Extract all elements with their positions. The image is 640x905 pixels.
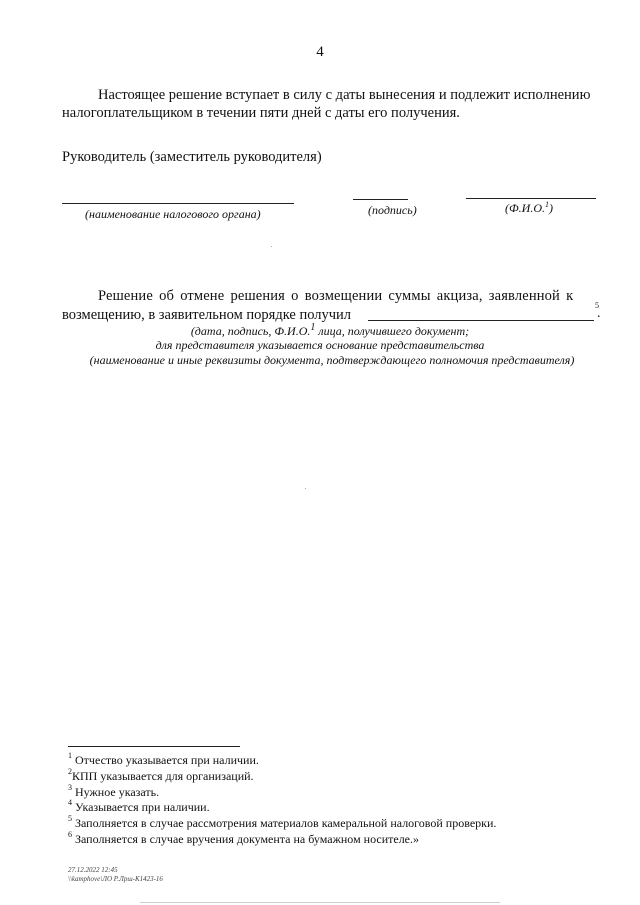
representative-caption: для представителя указывается основание представительства — [155, 338, 485, 352]
page-number: 4 — [316, 44, 324, 60]
signature-heading: Руководитель (заместитель руководителя) — [62, 149, 322, 165]
paragraph-line: налогоплательщиком в течении пяти дней с даты его получения. — [62, 105, 460, 121]
paragraph-line: Решение об отмене решения о возмещении суммы акциза, заявленной к — [98, 288, 574, 304]
fio-line — [466, 198, 596, 199]
receiver-line — [368, 320, 594, 321]
paragraph-line: Настоящее решение вступает в силу с даты вынесения и подлежит исполнению — [98, 87, 591, 103]
footnote: $^4$ Указывается при наличии. — [68, 798, 210, 814]
signature-line — [353, 199, 408, 200]
speck — [305, 488, 306, 489]
footnote: $^3$ Нужное указать. — [68, 783, 160, 799]
footnote: $^6$ Заполняется в случае вручения документа на бумажном носителе.» — [68, 830, 420, 846]
authority-line — [62, 203, 294, 204]
authority-caption: (наименование налогового органа) — [85, 207, 261, 221]
footnote: $^1$ Отчество указывается при наличии. — [68, 751, 259, 767]
print-stamp-date: 27.12.2022 12:45 — [68, 866, 118, 874]
bottom-edge-mark — [140, 902, 500, 903]
footnote: $^2$КПП указывается для организаций. — [68, 767, 254, 783]
footnote-separator — [68, 746, 240, 747]
print-stamp-path: \\kamphove\ЛО Р.Лрш-К1423-16 — [68, 875, 163, 883]
footnote: $^5$ Заполняется в случае рассмотрения материалов камеральной налоговой проверки. — [68, 814, 497, 830]
footnote-ref: 5 — [595, 301, 599, 310]
signature-caption: (подпись) — [368, 203, 417, 217]
fio-caption: (Ф.И.О.$^1$) — [505, 200, 553, 215]
footnote-ref: 1 — [310, 322, 316, 333]
receiver-caption: (дата, подпись, Ф.И.О.$^1$ лица, получившего документ; — [190, 322, 470, 338]
speck — [271, 246, 272, 247]
paragraph-line: возмещению, в заявительном порядке получил — [62, 307, 352, 323]
document-caption: (наименование и иные реквизиты документа, подтверждающего полномочия представителя) — [89, 353, 575, 367]
footnote-ref: 1 — [544, 200, 549, 209]
sentence-end: . — [597, 306, 601, 321]
